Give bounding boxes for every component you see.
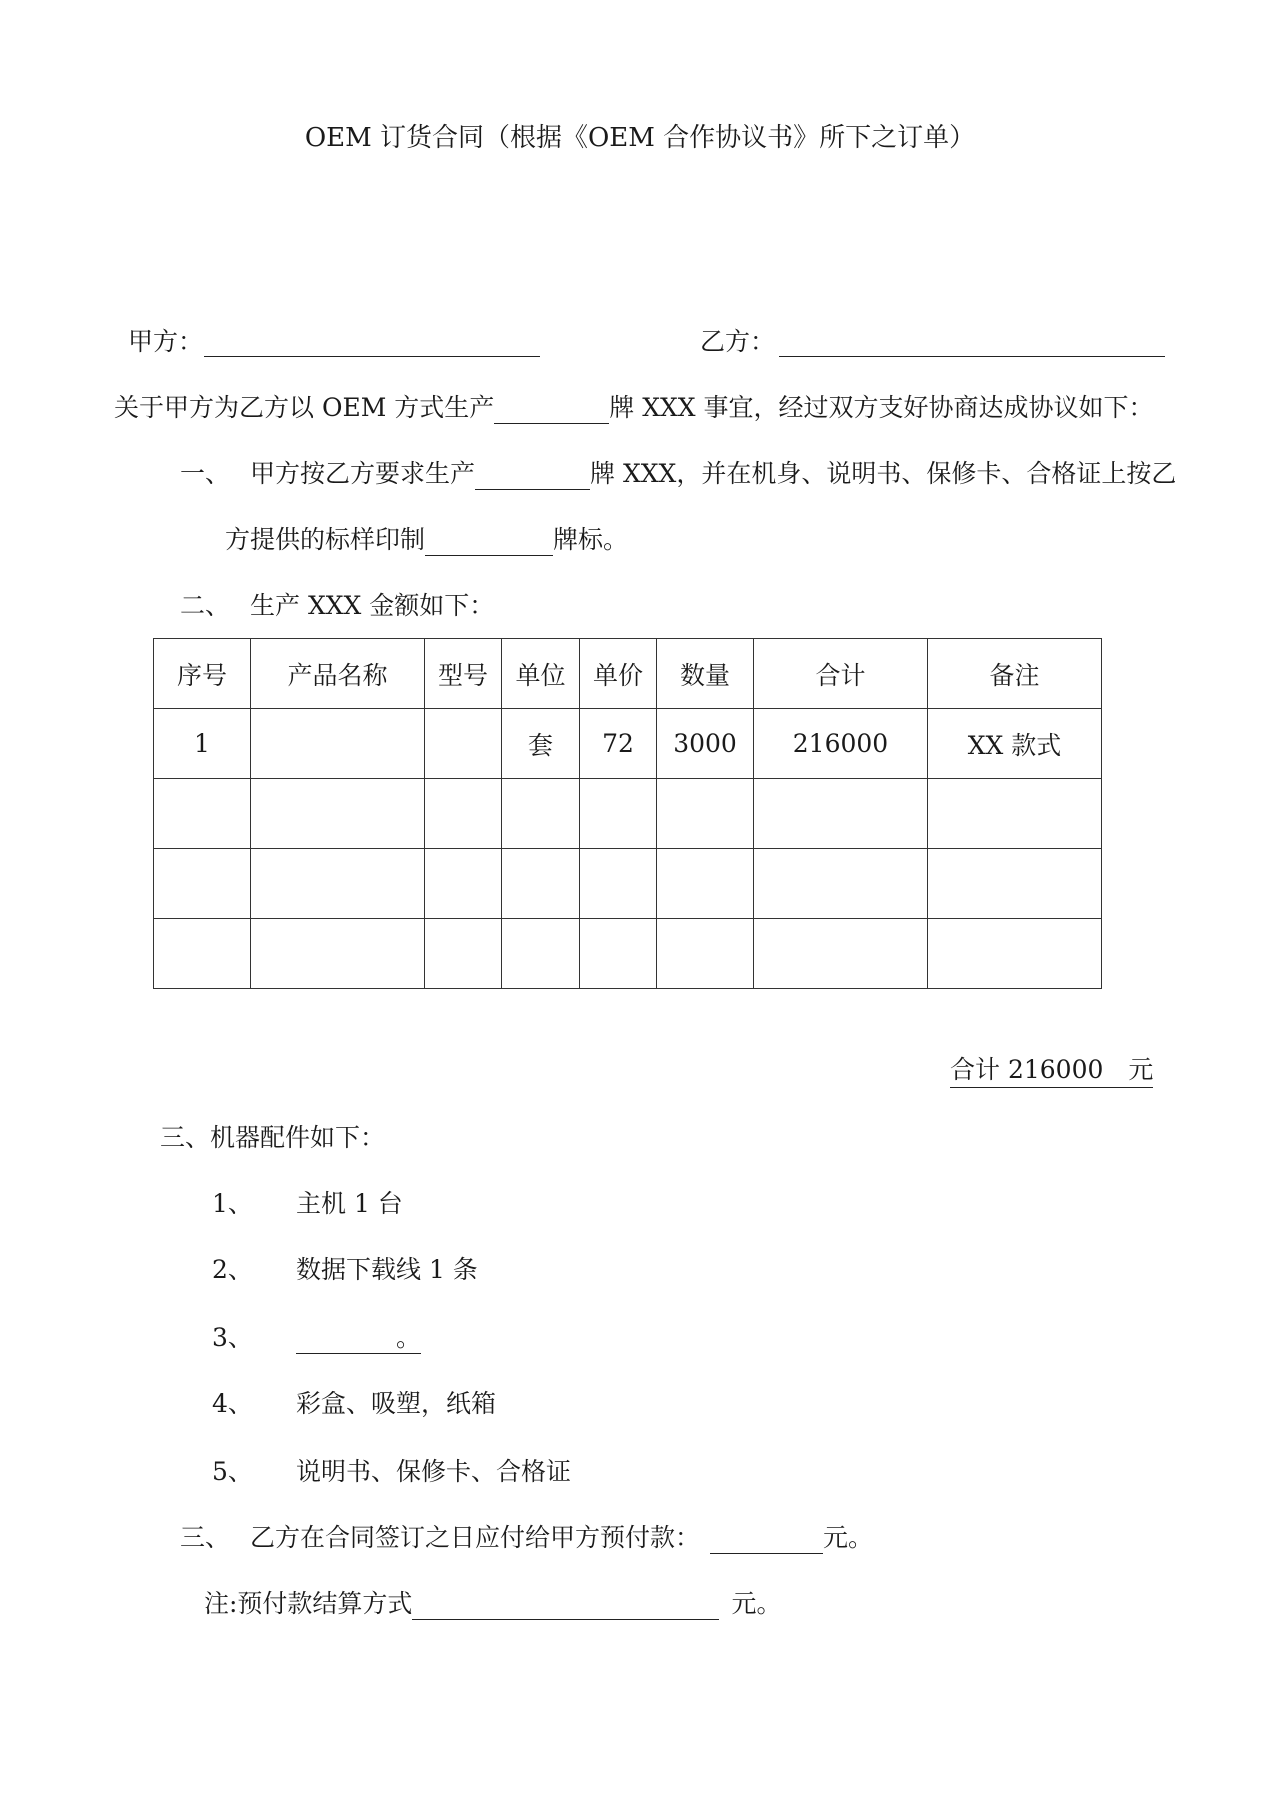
accessory-item: 数据下载线 1 条 (296, 1255, 478, 1284)
accessory-item-blank[interactable] (296, 1322, 421, 1354)
prepayment-field[interactable] (710, 1527, 823, 1554)
party-b-label: 乙方： (700, 327, 776, 356)
settlement-unit: 元。 (731, 1589, 782, 1618)
table-cell[interactable] (251, 779, 425, 849)
header-cell: 备注 (928, 639, 1102, 709)
table-cell[interactable] (251, 849, 425, 919)
accessory-item: 主机 1 台 (296, 1189, 403, 1218)
table-header-row (154, 639, 1102, 709)
table-row (154, 919, 1102, 989)
table-cell[interactable] (928, 849, 1102, 919)
page-title: OEM 订货合同（根据《OEM 合作协议书》所下之订单） (304, 123, 976, 153)
accessory-number: 5、 (212, 1457, 253, 1486)
prepayment-unit: 元。 (823, 1523, 874, 1552)
table-cell[interactable] (657, 849, 754, 919)
table-row (154, 849, 1102, 919)
table-cell[interactable]: XX 款式 (928, 709, 1102, 779)
table-cell[interactable] (502, 779, 580, 849)
table-row (154, 779, 1102, 849)
table-cell[interactable] (154, 779, 251, 849)
settlement-note (204, 1588, 781, 1620)
clause1-text-after: 牌 XXX，并在机身、说明书、保修卡、合格证上按乙 (590, 459, 1177, 488)
table-cell[interactable] (754, 849, 928, 919)
table-cell[interactable]: 216000 (754, 709, 928, 779)
clause4-text (250, 1522, 873, 1554)
table-cell[interactable] (502, 849, 580, 919)
header-cell: 序号 (154, 639, 251, 709)
header-cell: 单位 (502, 639, 580, 709)
table-cell[interactable]: 72 (580, 709, 657, 779)
table-cell[interactable] (251, 919, 425, 989)
accessory-item: 彩盒、吸塑，纸箱 (296, 1389, 497, 1418)
table-cell[interactable] (251, 709, 425, 779)
table-row (154, 709, 1102, 779)
table-cell[interactable] (580, 849, 657, 919)
header-cell: 合计 (754, 639, 928, 709)
table-cell[interactable] (657, 919, 754, 989)
party-a-field[interactable] (204, 330, 540, 357)
clause1-logo-field[interactable] (425, 529, 553, 556)
accessory-field[interactable] (296, 1327, 396, 1354)
table-cell[interactable] (754, 919, 928, 989)
table-cell[interactable] (425, 849, 502, 919)
settlement-label: 注:预付款结算方式 (204, 1589, 413, 1618)
table-cell[interactable] (425, 919, 502, 989)
clause2-text: 生产 XXX 金额如下： (250, 591, 495, 620)
total-amount: 合计 216000 元 (950, 1054, 1153, 1088)
party-b-field[interactable] (779, 330, 1165, 357)
accessory-item-period: 。 (396, 1323, 422, 1352)
accessory-number: 1、 (212, 1189, 253, 1218)
prepayment-label: 乙方在合同签订之日应付给甲方预付款： (250, 1523, 701, 1552)
accessory-item: 说明书、保修卡、合格证 (296, 1457, 572, 1486)
brand-field[interactable] (494, 397, 609, 424)
header-cell: 产品名称 (251, 639, 425, 709)
table-cell[interactable] (928, 779, 1102, 849)
accessory-number: 3、 (212, 1323, 253, 1352)
table-cell[interactable] (754, 779, 928, 849)
table-cell[interactable] (154, 919, 251, 989)
table-cell[interactable] (425, 709, 502, 779)
clause3-heading: 三、机器配件如下： (160, 1123, 386, 1152)
clause1-line2-before: 方提供的标样印制 (225, 525, 426, 554)
intro-paragraph (114, 392, 1154, 424)
clause1-line2 (225, 524, 628, 556)
header-cell: 型号 (425, 639, 502, 709)
clause1-brand-field[interactable] (475, 463, 590, 490)
table-cell[interactable] (928, 919, 1102, 989)
header-cell: 数量 (657, 639, 754, 709)
clause1-line1 (250, 458, 1176, 490)
intro-text-after: 牌 XXX 事宜，经过双方支好协商达成协议如下： (609, 393, 1154, 422)
party-a-label: 甲方： (128, 327, 204, 356)
clause1-number: 一、 (180, 459, 231, 488)
clause1-text-before: 甲方按乙方要求生产 (250, 459, 476, 488)
intro-text-before: 关于甲方为乙方以 OEM 方式生产 (114, 393, 495, 422)
accessory-number: 4、 (212, 1389, 253, 1418)
table-cell[interactable]: 1 (154, 709, 251, 779)
clause4-number: 三、 (180, 1523, 231, 1552)
header-cell: 单价 (580, 639, 657, 709)
table-cell[interactable] (425, 779, 502, 849)
accessory-number: 2、 (212, 1255, 253, 1284)
clause2-number: 二、 (180, 591, 231, 620)
table-cell[interactable] (580, 779, 657, 849)
clause1-line2-after: 牌标。 (553, 525, 629, 554)
table-cell[interactable] (502, 919, 580, 989)
settlement-field[interactable] (412, 1593, 719, 1620)
table-cell[interactable] (580, 919, 657, 989)
table-cell[interactable]: 3000 (657, 709, 754, 779)
table-cell[interactable] (657, 779, 754, 849)
table-cell[interactable]: 套 (502, 709, 580, 779)
goods-table (153, 638, 1102, 989)
table-cell[interactable] (154, 849, 251, 919)
